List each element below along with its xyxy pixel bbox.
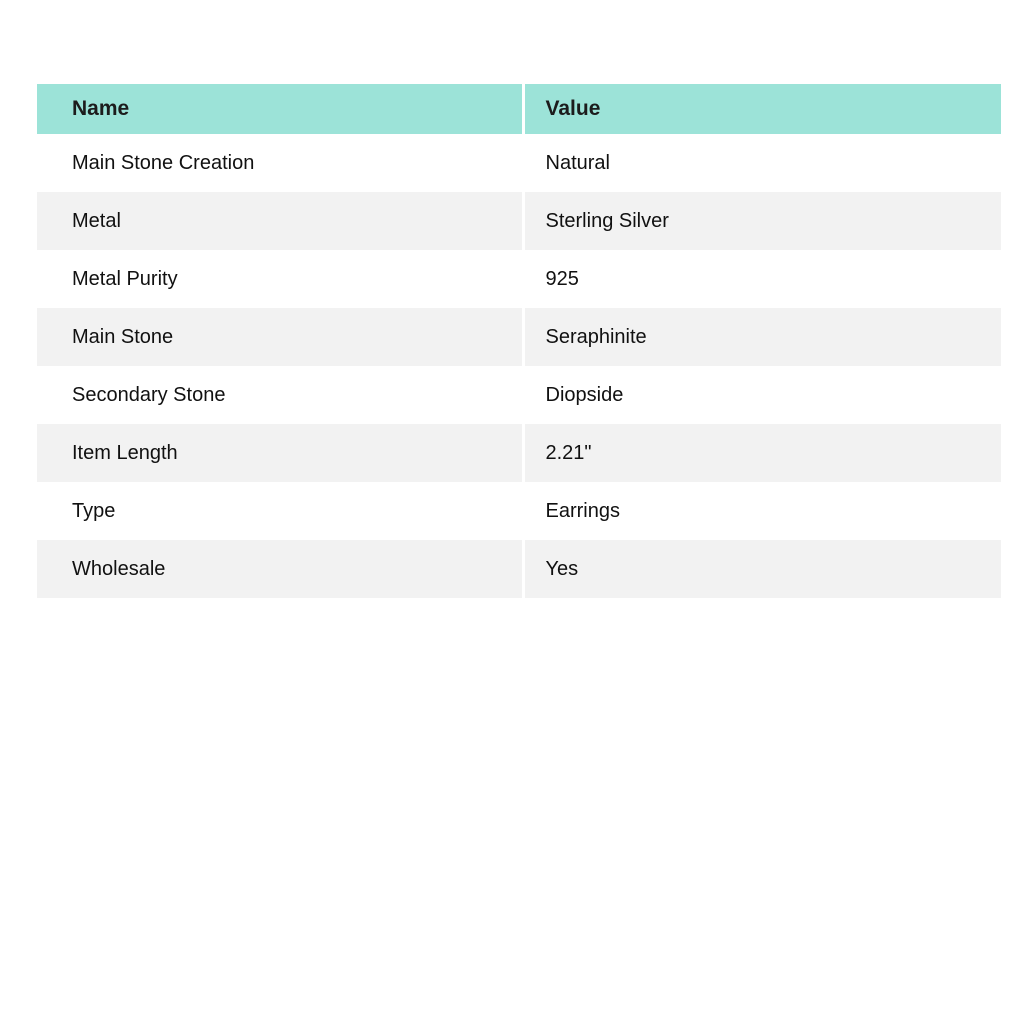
- row-name-cell: Type: [72, 499, 116, 522]
- header-value-cell: Value: [523, 84, 1001, 134]
- row-value-cell: Yes: [523, 540, 1001, 598]
- table-row: [37, 134, 1001, 192]
- spec-table-body: [37, 134, 1001, 598]
- row-name-cell: Secondary Stone: [72, 383, 226, 406]
- row-value-cell: Earrings: [523, 482, 1001, 540]
- row-value-cell: Sterling Silver: [523, 192, 1001, 250]
- row-value-cell: Seraphinite: [523, 308, 1001, 366]
- row-value-cell: 2.21": [523, 424, 1001, 482]
- row-name-cell: Metal Purity: [72, 267, 178, 290]
- table-row: [37, 540, 1001, 598]
- row-value-cell: 925: [523, 250, 1001, 308]
- row-value-cell: Diopside: [523, 366, 1001, 424]
- table-header: [37, 84, 1001, 134]
- row-value-cell: Natural: [523, 134, 1001, 192]
- table-row: [37, 424, 1001, 482]
- table-row: [37, 192, 1001, 250]
- table-row: [37, 482, 1001, 540]
- row-name-cell: Wholesale: [72, 557, 166, 580]
- product-specs-table: [37, 84, 1001, 598]
- table-row: [37, 250, 1001, 308]
- row-name-cell: Main Stone Creation: [72, 151, 255, 174]
- header-row: [37, 84, 1001, 134]
- header-name-cell: Name: [37, 84, 523, 134]
- row-name-cell: Metal: [72, 209, 121, 232]
- row-name-cell: Item Length: [72, 441, 178, 464]
- table-row: [37, 366, 1001, 424]
- row-name-cell: Main Stone: [72, 325, 174, 348]
- table-row: [37, 308, 1001, 366]
